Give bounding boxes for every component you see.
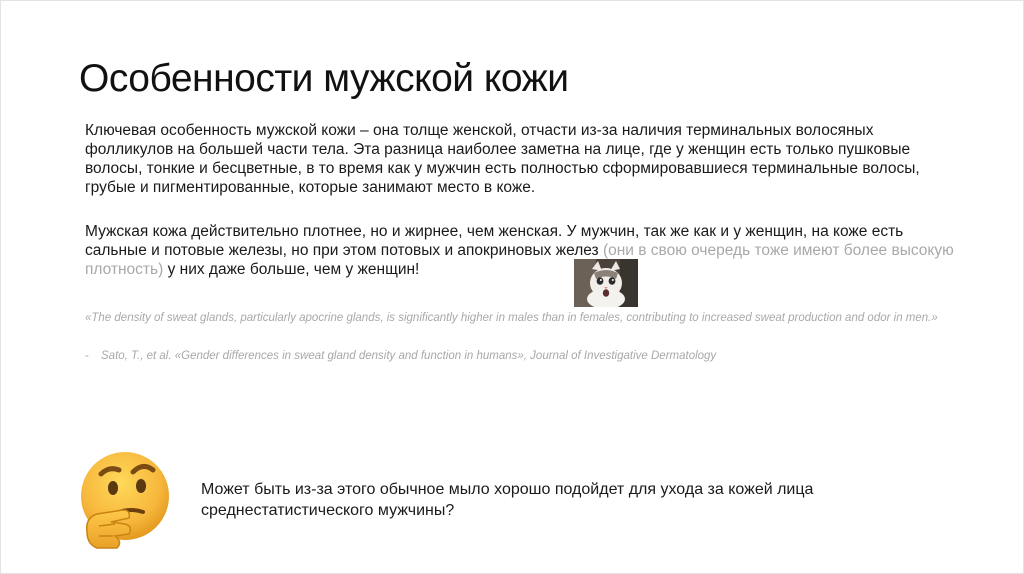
surprised-cat-photo [574,259,638,307]
thinking-face-emoji-icon [71,448,175,552]
citation-text: Sato, T., et al. «Gender differences in sweat gland density and function in humans», Journal of Investigative Dermatology [101,350,717,362]
paragraph-text-end: у них даже больше, чем у женщин! [163,261,420,278]
paragraph-skin-density [85,222,955,279]
paragraph-text: Мужская кожа действительно плотнее, но и жирнее, чем женская. У мужчин, так же как и у женщин, на коже есть сальные и потовые железы, но при этом потовых и апокриновых желез [85,223,904,259]
slide-title: Особенности мужской кожи [79,57,569,100]
cat-image-icon [574,259,638,307]
question-text: Может быть из-за этого обычное мыло хорошо подойдет для ухода за кожей лица среднестатистического мужчины? [201,481,814,519]
citation-dash: - [85,350,89,362]
quote-text: «The density of sweat glands, particularly apocrine glands, is significantly higher in males than in females, contributing to increased sweat production and odor in men.» [85,312,938,324]
paragraph-aside: (они в свою очередь тоже имеют более высокую плотность) [85,242,954,278]
paragraph-skin-thickness: Ключевая особенность мужской кожи – она толще женской, отчасти из-за наличия терминальных волосяных фолликулов на большей части тела. Эта разница наиболее заметна на лице, где у женщин есть только пушковые волосы, тонкие и бесцветные, в то время как у мужчин есть полностью сформировавшиеся терминальные волосы, грубые и пигментированные, которые занимают место в коже. [85,122,920,196]
citation [85,349,955,364]
